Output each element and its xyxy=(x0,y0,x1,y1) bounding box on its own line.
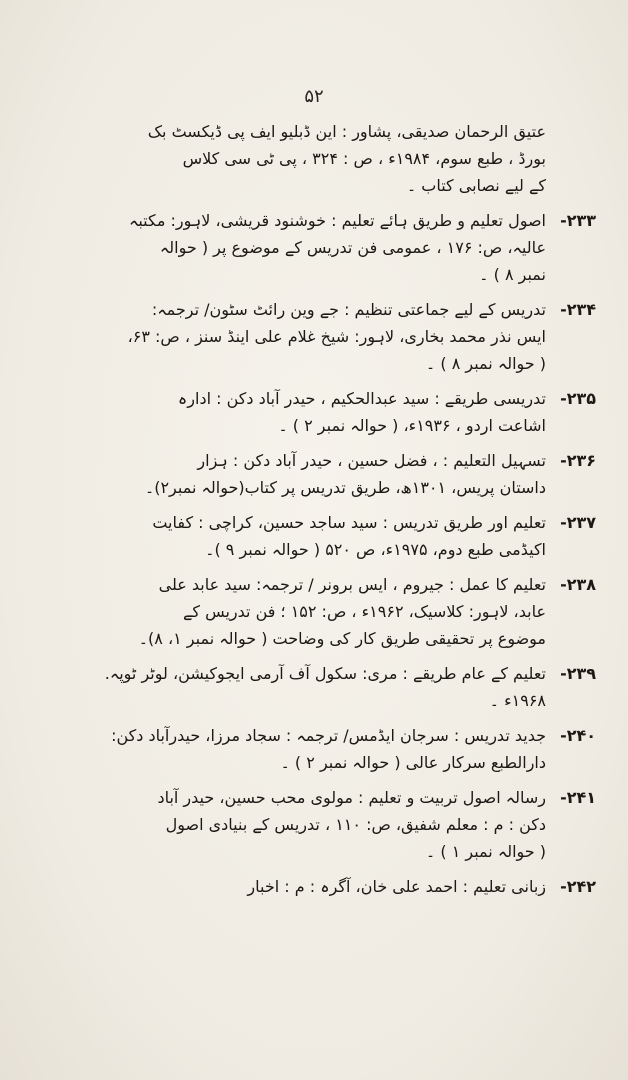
entry-line: تسہیل التعلیم : ، فضل حسین ، حیدر آباد دکن : ہزار xyxy=(197,451,546,470)
entry-line: دکن : م : معلم شفیق، ص: ۱۱۰ ، تدریس کے بنیادی اصول xyxy=(165,815,546,834)
entry-number: ۲۴۰- xyxy=(560,726,596,745)
entry-number: ۲۳۵- xyxy=(560,389,596,408)
entry-line: ( حوالہ نمبر ۸ ) ۔ xyxy=(425,354,546,373)
bibliography-entry xyxy=(50,385,596,439)
entry-line: دارالطبع سرکار عالی ( حوالہ نمبر ۲ ) ۔ xyxy=(280,753,546,772)
bibliography-entry xyxy=(50,571,596,652)
entry-line: ایس نذر محمد بخاری، لاہور: شیخ غلام علی اینڈ سنز ، ص: ۶۳، xyxy=(127,327,546,346)
bibliography-entry xyxy=(50,722,596,776)
entry-line: اصول تعلیم و طریق ہائے تعلیم : خوشنود قریشی، لاہور: مکتبہ xyxy=(128,211,546,230)
entry-line: زبانی تعلیم : احمد علی خان، آگرہ : م : اخبار xyxy=(247,877,546,896)
entry-line: عالیہ، ص: ۱۷۶ ، عمومی فن تدریس کے موضوع پر ( حوالہ xyxy=(159,238,546,257)
bibliography-entry xyxy=(50,509,596,563)
entry-number: ۲۴۲- xyxy=(560,877,596,896)
entry-line: اشاعت اردو ، ۱۹۳۶ء، ( حوالہ نمبر ۲ ) ۔ xyxy=(278,416,546,435)
entry-number: ۲۳۴- xyxy=(560,300,596,319)
entry-line: ( حوالہ نمبر ۱ ) ۔ xyxy=(425,842,546,861)
entry-line: جدید تدریس : سرجان ایڈمس/ ترجمہ : سجاد مرزا، حیدرآباد دکن: xyxy=(111,726,546,745)
entry-line: اکیڈمی طبع دوم، ۱۹۷۵ء، ص ۵۲۰ ( حوالہ نمبر ۹ )۔ xyxy=(205,540,546,559)
bibliography-entry xyxy=(50,447,596,501)
entry-line: داستان پریس، ۱۳۰۱ھ، طریق تدریس پر کتاب(حوالہ نمبر۲)۔ xyxy=(144,478,546,497)
entry-line: بورڈ ، طبع سوم، ۱۹۸۴ء ، ص : ۳۲۴ ، پی ٹی سی کلاس xyxy=(182,149,546,168)
entry-line: تدریسی طریقے : سید عبدالحکیم ، حیدر آباد دکن : ادارہ xyxy=(177,389,546,408)
bibliography-entry xyxy=(50,784,596,865)
entry-line: کے لیے نصابی کتاب ۔ xyxy=(406,176,546,195)
bibliography-list xyxy=(50,118,596,908)
page-number: ۵۲ xyxy=(304,86,324,107)
bibliography-entry xyxy=(50,296,596,377)
entry-number: ۲۳۶- xyxy=(560,451,596,470)
entry-number: ۲۳۳- xyxy=(560,211,596,230)
entry-line: نمبر ۸ ) ۔ xyxy=(479,265,546,284)
entry-number: ۲۳۷- xyxy=(560,513,596,532)
bibliography-entry xyxy=(50,873,596,900)
entry-number: ۲۳۹- xyxy=(560,664,596,683)
entry-line: تعلیم اور طریق تدریس : سید ساجد حسین، کراچی : کفایت xyxy=(152,513,546,532)
entry-line: عتیق الرحمان صدیقی، پشاور : این ڈبلیو ایف پی ڈیکسٹ بک xyxy=(147,122,546,141)
entry-number: ۲۴۱- xyxy=(560,788,596,807)
entry-line: تدریس کے لیے جماعتی تنظیم : جے وین رائٹ سٹون/ ترجمہ: xyxy=(151,300,546,319)
entry-number: ۲۳۸- xyxy=(560,575,596,594)
continuation-entry xyxy=(50,118,590,199)
entry-line: ۱۹۶۸ء ۔ xyxy=(489,691,546,710)
entry-line: موضوع پر تحقیقی طریق کار کی وضاحت ( حوالہ نمبر ۱، ۸)۔ xyxy=(138,629,546,648)
entry-line: تعلیم کے عام طریقے : مری: سکول آف آرمی ایجوکیشن، لوٹر ٹوپہ. xyxy=(104,664,546,683)
entry-line: رسالہ اصول تربیت و تعلیم : مولوی محب حسین، حیدر آباد xyxy=(157,788,546,807)
entry-line: عابد، لاہور: کلاسیک، ۱۹۶۲ء ، ص: ۱۵۲ ؛ فن تدریس کے xyxy=(183,602,546,621)
bibliography-entry xyxy=(50,660,596,714)
bibliography-entry xyxy=(50,207,596,288)
entry-line: تعلیم کا عمل : جیروم ، ایس برونر / ترجمہ: سید عابد علی xyxy=(158,575,546,594)
